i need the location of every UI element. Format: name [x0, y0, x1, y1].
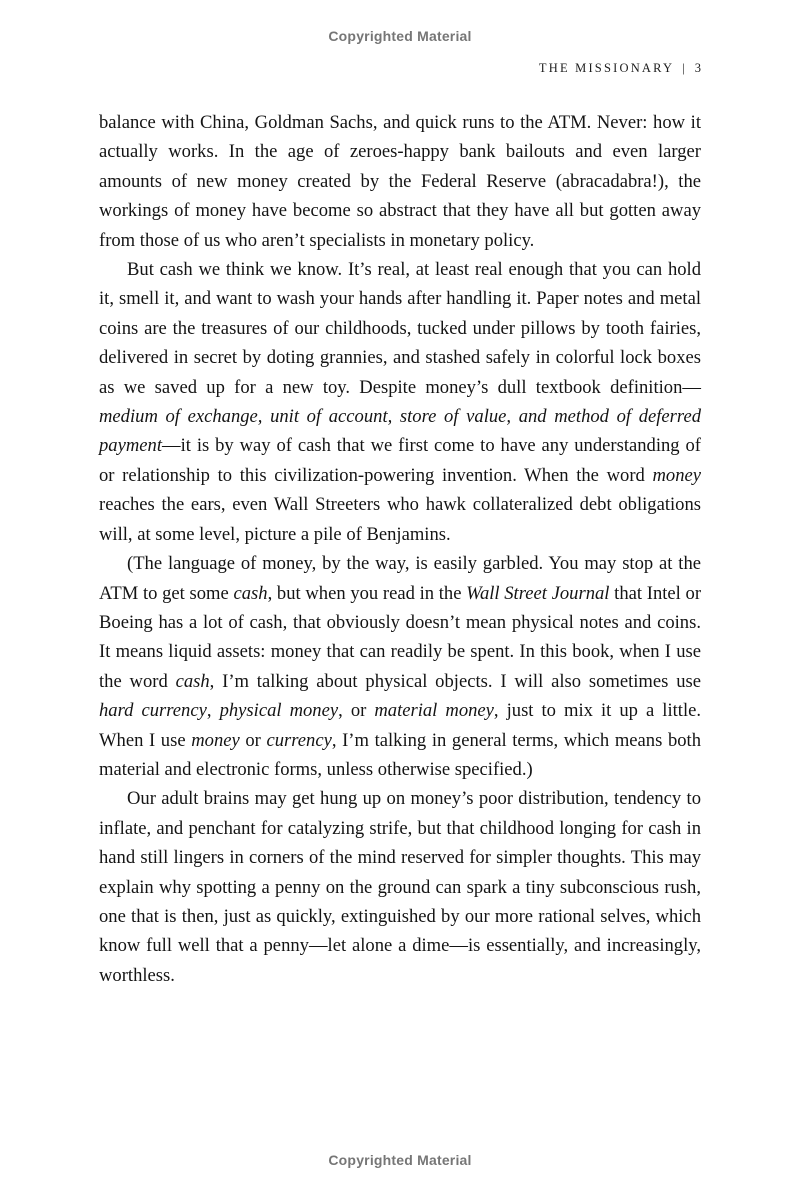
italic-run: medium of exchange, unit of account, store of value, and method of deferred payment	[99, 406, 701, 457]
text-run: , but when you read in the	[267, 582, 467, 604]
text-run: that Intel or Boeing has a lot of cash, that obviously doesn’t mean physical notes and coins. It means liquid assets: money that can readily be spent. In this book, when I use the word	[99, 582, 702, 692]
text-run: or	[239, 729, 267, 751]
page-number: 3	[694, 61, 701, 75]
paragraph	[99, 549, 701, 784]
italic-run: cash	[233, 582, 268, 604]
running-head	[99, 61, 701, 76]
text-run: ,	[206, 700, 220, 722]
text-run: , or	[338, 700, 375, 722]
paragraph	[99, 108, 701, 255]
running-head-separator: |	[682, 61, 685, 75]
text-run: —it is by way of cash that we first come to have any understanding of or relationship to this civilization-powering invention. When the word	[99, 435, 701, 486]
text-run: , just to mix it up a little. When I use	[99, 700, 702, 751]
italic-run: physical money	[219, 700, 339, 722]
italic-run: hard currency	[99, 700, 207, 722]
italic-run: money	[652, 464, 701, 486]
text-run: But cash we think we know. It’s real, at least real enough that you can hold it, smell it, and want to wash your hands after handling it. Paper notes and metal coins are the treasures of our childhoods, tucked under pillows by tooth fairies, delivered in secret by doting grannies, and stashed safely in colorful lock boxes as we saved up for a new toy. Despite money’s dull textbook definition—	[99, 259, 701, 398]
text-run: (The language of money, by the way, is easily garbled. You may stop at the ATM to get some	[99, 553, 701, 604]
text-run: , I’m talking in general terms, which means both material and electronic forms, unless otherwise specified.)	[99, 729, 702, 780]
italic-run: currency	[266, 729, 332, 751]
text-run: Our adult brains may get hung up on money’s poor distribution, tendency to inflate, and penchant for catalyzing strife, but that childhood longing for cash in hand still lingers in corners of the mind reserved for simpler thoughts. This may explain why spotting a penny on the ground can spark a tiny subconscious rush, one that is then, just as quickly, extinguished by our more rational selves, which know full well that a penny—let alone a dime—is essentially, and increasingly, worthless.	[99, 788, 701, 986]
text-run: reaches the ears, even Wall Streeters who hawk collateralized debt obligations will, at some level, picture a pile of Benjamins.	[99, 494, 701, 545]
running-head-title: THE MISSIONARY	[538, 61, 675, 75]
italic-run: money	[191, 729, 240, 751]
paragraph	[99, 255, 701, 549]
copyright-notice-bottom: Copyrighted Material	[328, 1152, 472, 1168]
copyright-notice-top: Copyrighted Material	[328, 28, 472, 44]
italic-run: Wall Street Journal	[466, 582, 610, 604]
text-run: , I’m talking about physical objects. I will also sometimes use	[209, 670, 701, 692]
italic-run: cash	[175, 670, 210, 692]
text-run: balance with China, Goldman Sachs, and quick runs to the ATM. Never: how it actually works. In the age of zeroes-happy bank bailouts and even larger amounts of new money created by the Federal Reserve (abracadabra!), the workings of money have become so abstract that they have all but gotten away from those of us who aren’t specialists in monetary policy.	[99, 112, 701, 251]
paragraph	[99, 784, 701, 990]
body-text	[99, 108, 701, 990]
italic-run: material money	[374, 700, 494, 722]
